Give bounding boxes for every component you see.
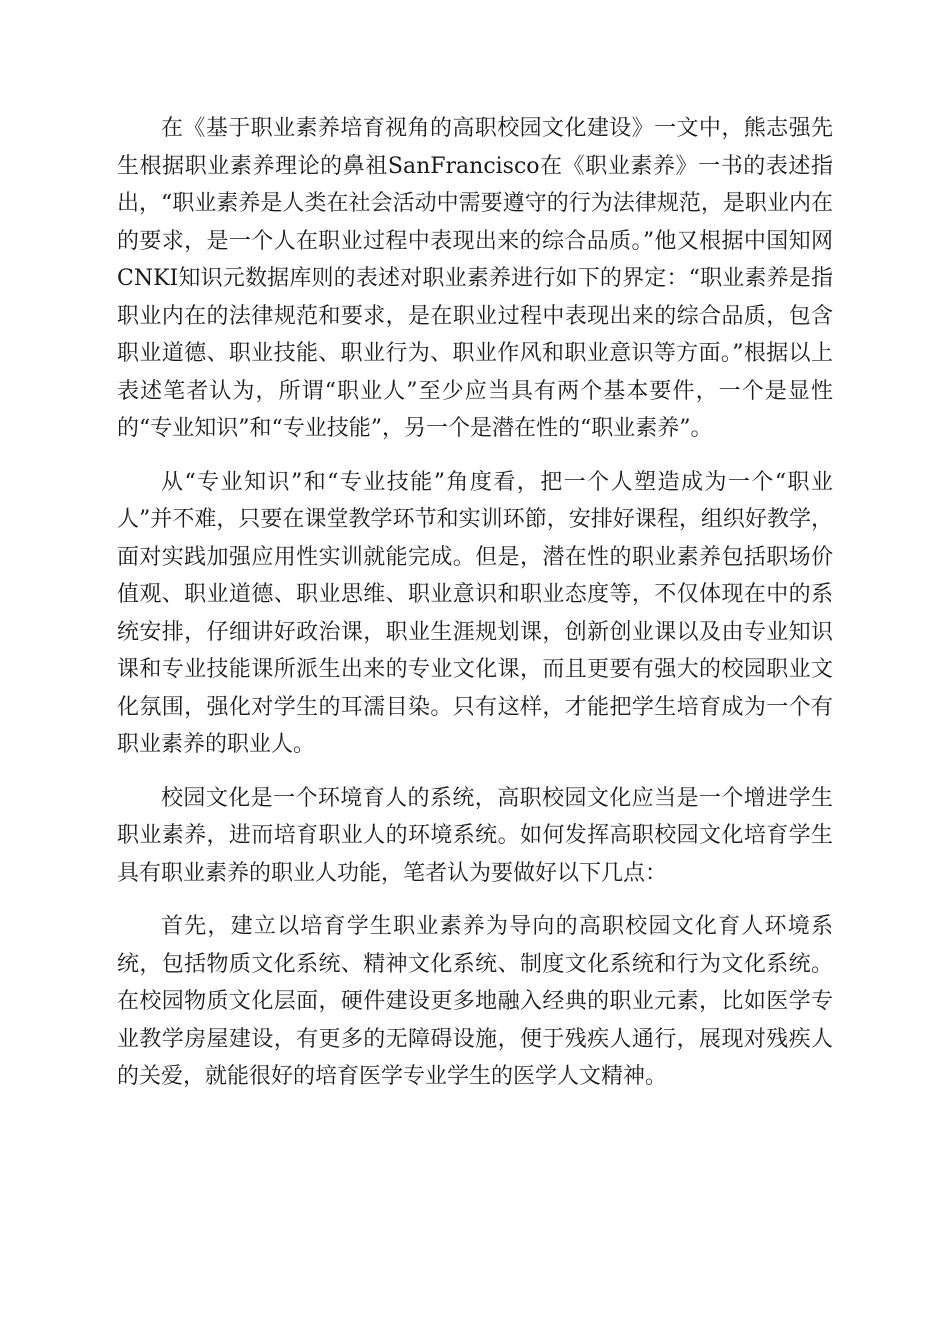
paragraph-4: 首先，建立以培育学生职业素养为导向的高职校园文化育人环境系统，包括物质文化系统、精神文化系统、制度文化系统和行为文化系统。在校园物质文化层面，硬件建设更多地融入经典的职业元素，比如医学专业教学房屋建设，有更多的无障碍设施，便于残疾人通行，展现对残疾人的关爱，就能很好的培育医学专业学生的医学人文精神。: [117, 914, 833, 1089]
document-body: [117, 110, 833, 1112]
paragraph-2: 从“专业知识”和“专业技能”角度看，把一个人塑造成为一个“职业人”并不难，只要在课堂教学环节和实训环節，安排好课程，组织好教学，面对实践加强应用性实训就能完成。但是，潜在性的职业素养包括职场价值观、职业道德、职业思维、职业意识和职业态度等，不仅体现在中的系统安排，仔细讲好政治课，职业生涯规划课，创新创业课以及由专业知识课和专业技能课所派生出来的专业文化课，而且更要有强大的校园职业文化氛围，强化对学生的耳濡目染。只有这样，才能把学生培育成为一个有职业素养的职业人。: [117, 469, 833, 757]
paragraph-1: 在《基于职业素养培育视角的高职校园文化建设》一文中，熊志强先生根据职业素养理论的鼻祖SanFrancisco在《职业素养》一书的表述指出，“职业素养是人类在社会活动中需要遵守的行为法律规范，是职业内在的要求，是一个人在职业过程中表现出来的综合品质。”他又根据中国知网CNKI知识元数据库则的表述对职业素养进行如下的界定：“职业素养是指职业内在的法律规范和要求，是在职业过程中表现出来的综合品质，包含职业道德、职业技能、职业行为、职业作风和职业意识等方面。”根据以上表述笔者认为，所谓“职业人”至少应当具有两个基本要件，一个是显性的“专业知识”和“专业技能”，另一个是潜在性的“职业素养”。: [117, 116, 833, 441]
paragraph-3: 校园文化是一个环境育人的系统，高职校园文化应当是一个增进学生职业素养，进而培育职业人的环境系统。如何发挥高职校园文化培育学生具有职业素养的职业人功能，笔者认为要做好以下几点：: [117, 785, 833, 886]
